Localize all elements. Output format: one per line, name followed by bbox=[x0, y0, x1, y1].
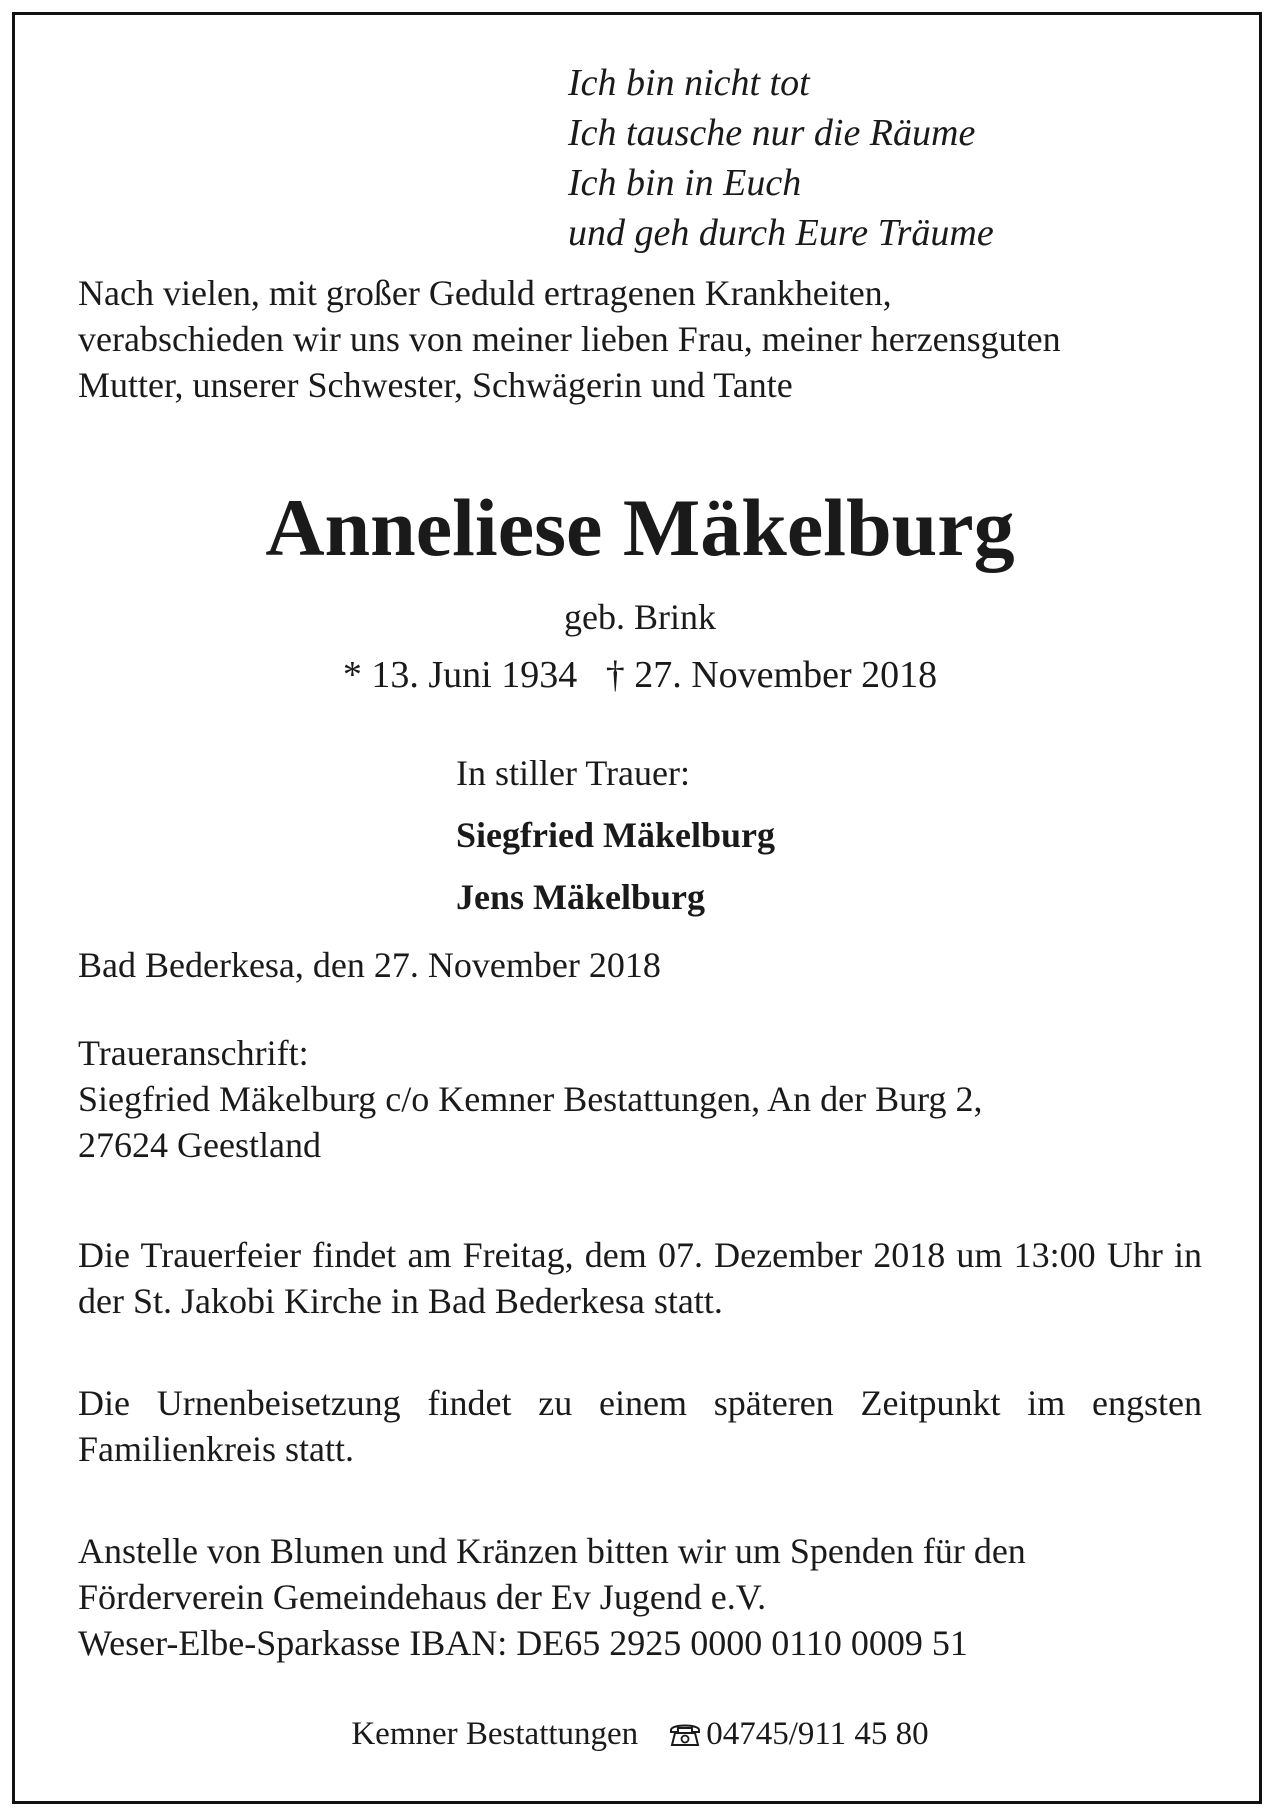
donation-line: Weser-Elbe-Sparkasse IBAN: DE65 2925 0000 0110 0009 51 bbox=[78, 1623, 968, 1663]
mourners-heading: In stiller Trauer: bbox=[456, 753, 690, 793]
poem-line: Ich bin nicht tot bbox=[568, 62, 810, 104]
mourners bbox=[456, 742, 775, 928]
address-line: Siegfried Mäkelburg c/o Kemner Bestattungen, An der Burg 2, bbox=[78, 1079, 983, 1119]
poem bbox=[568, 58, 994, 258]
mourner-name: Jens Mäkelburg bbox=[456, 877, 706, 917]
donation-text bbox=[78, 1528, 1202, 1666]
poem-line: Ich bin in Euch bbox=[568, 162, 802, 204]
intro-line: Nach vielen, mit großer Geduld ertragenen Krankheiten, bbox=[78, 273, 892, 313]
undertaker-name: Kemner Bestattungen bbox=[351, 1716, 639, 1752]
life-dates: * 13. Juni 1934 † 27. November 2018 bbox=[342, 654, 938, 696]
donation-line: Förderverein Gemeindehaus der Ev Jugend e.V. bbox=[78, 1577, 767, 1617]
funeral-service-text: Die Trauerfeier findet am Freitag, dem 07. Dezember 2018 um 13:00 Uhr in der St. Jakobi Kirche in Bad Bederkesa statt. bbox=[78, 1235, 1202, 1321]
intro-line: Mutter, unserer Schwester, Schwägerin und Tante bbox=[78, 365, 793, 405]
deceased-name: Anneliese Mäkelburg bbox=[265, 482, 1015, 573]
address-heading: Traueranschrift: bbox=[78, 1033, 309, 1073]
burial-text: Die Urnenbeisetzung findet zu einem späteren Zeitpunkt im engsten Familienkreis statt. bbox=[78, 1383, 1202, 1469]
intro-line: verabschieden wir uns von meiner lieben Frau, meiner herzensguten bbox=[78, 319, 1061, 359]
telephone-icon bbox=[668, 1715, 702, 1741]
place-date: Bad Bederkesa, den 27. November 2018 bbox=[78, 945, 661, 985]
address-line: 27624 Geestland bbox=[78, 1125, 321, 1165]
mourner-name: Siegfried Mäkelburg bbox=[456, 815, 775, 855]
maiden-name: geb. Brink bbox=[564, 597, 716, 637]
intro-text bbox=[78, 270, 1202, 408]
poem-line: und geh durch Eure Träume bbox=[568, 212, 994, 254]
donation-line: Anstelle von Blumen und Kränzen bitten wir um Spenden für den bbox=[78, 1531, 1026, 1571]
poem-line: Ich tausche nur die Räume bbox=[568, 112, 976, 154]
phone-number: 04745/911 45 80 bbox=[706, 1716, 929, 1752]
undertaker-footer bbox=[0, 1712, 1280, 1756]
mourning-address bbox=[78, 1030, 1202, 1168]
